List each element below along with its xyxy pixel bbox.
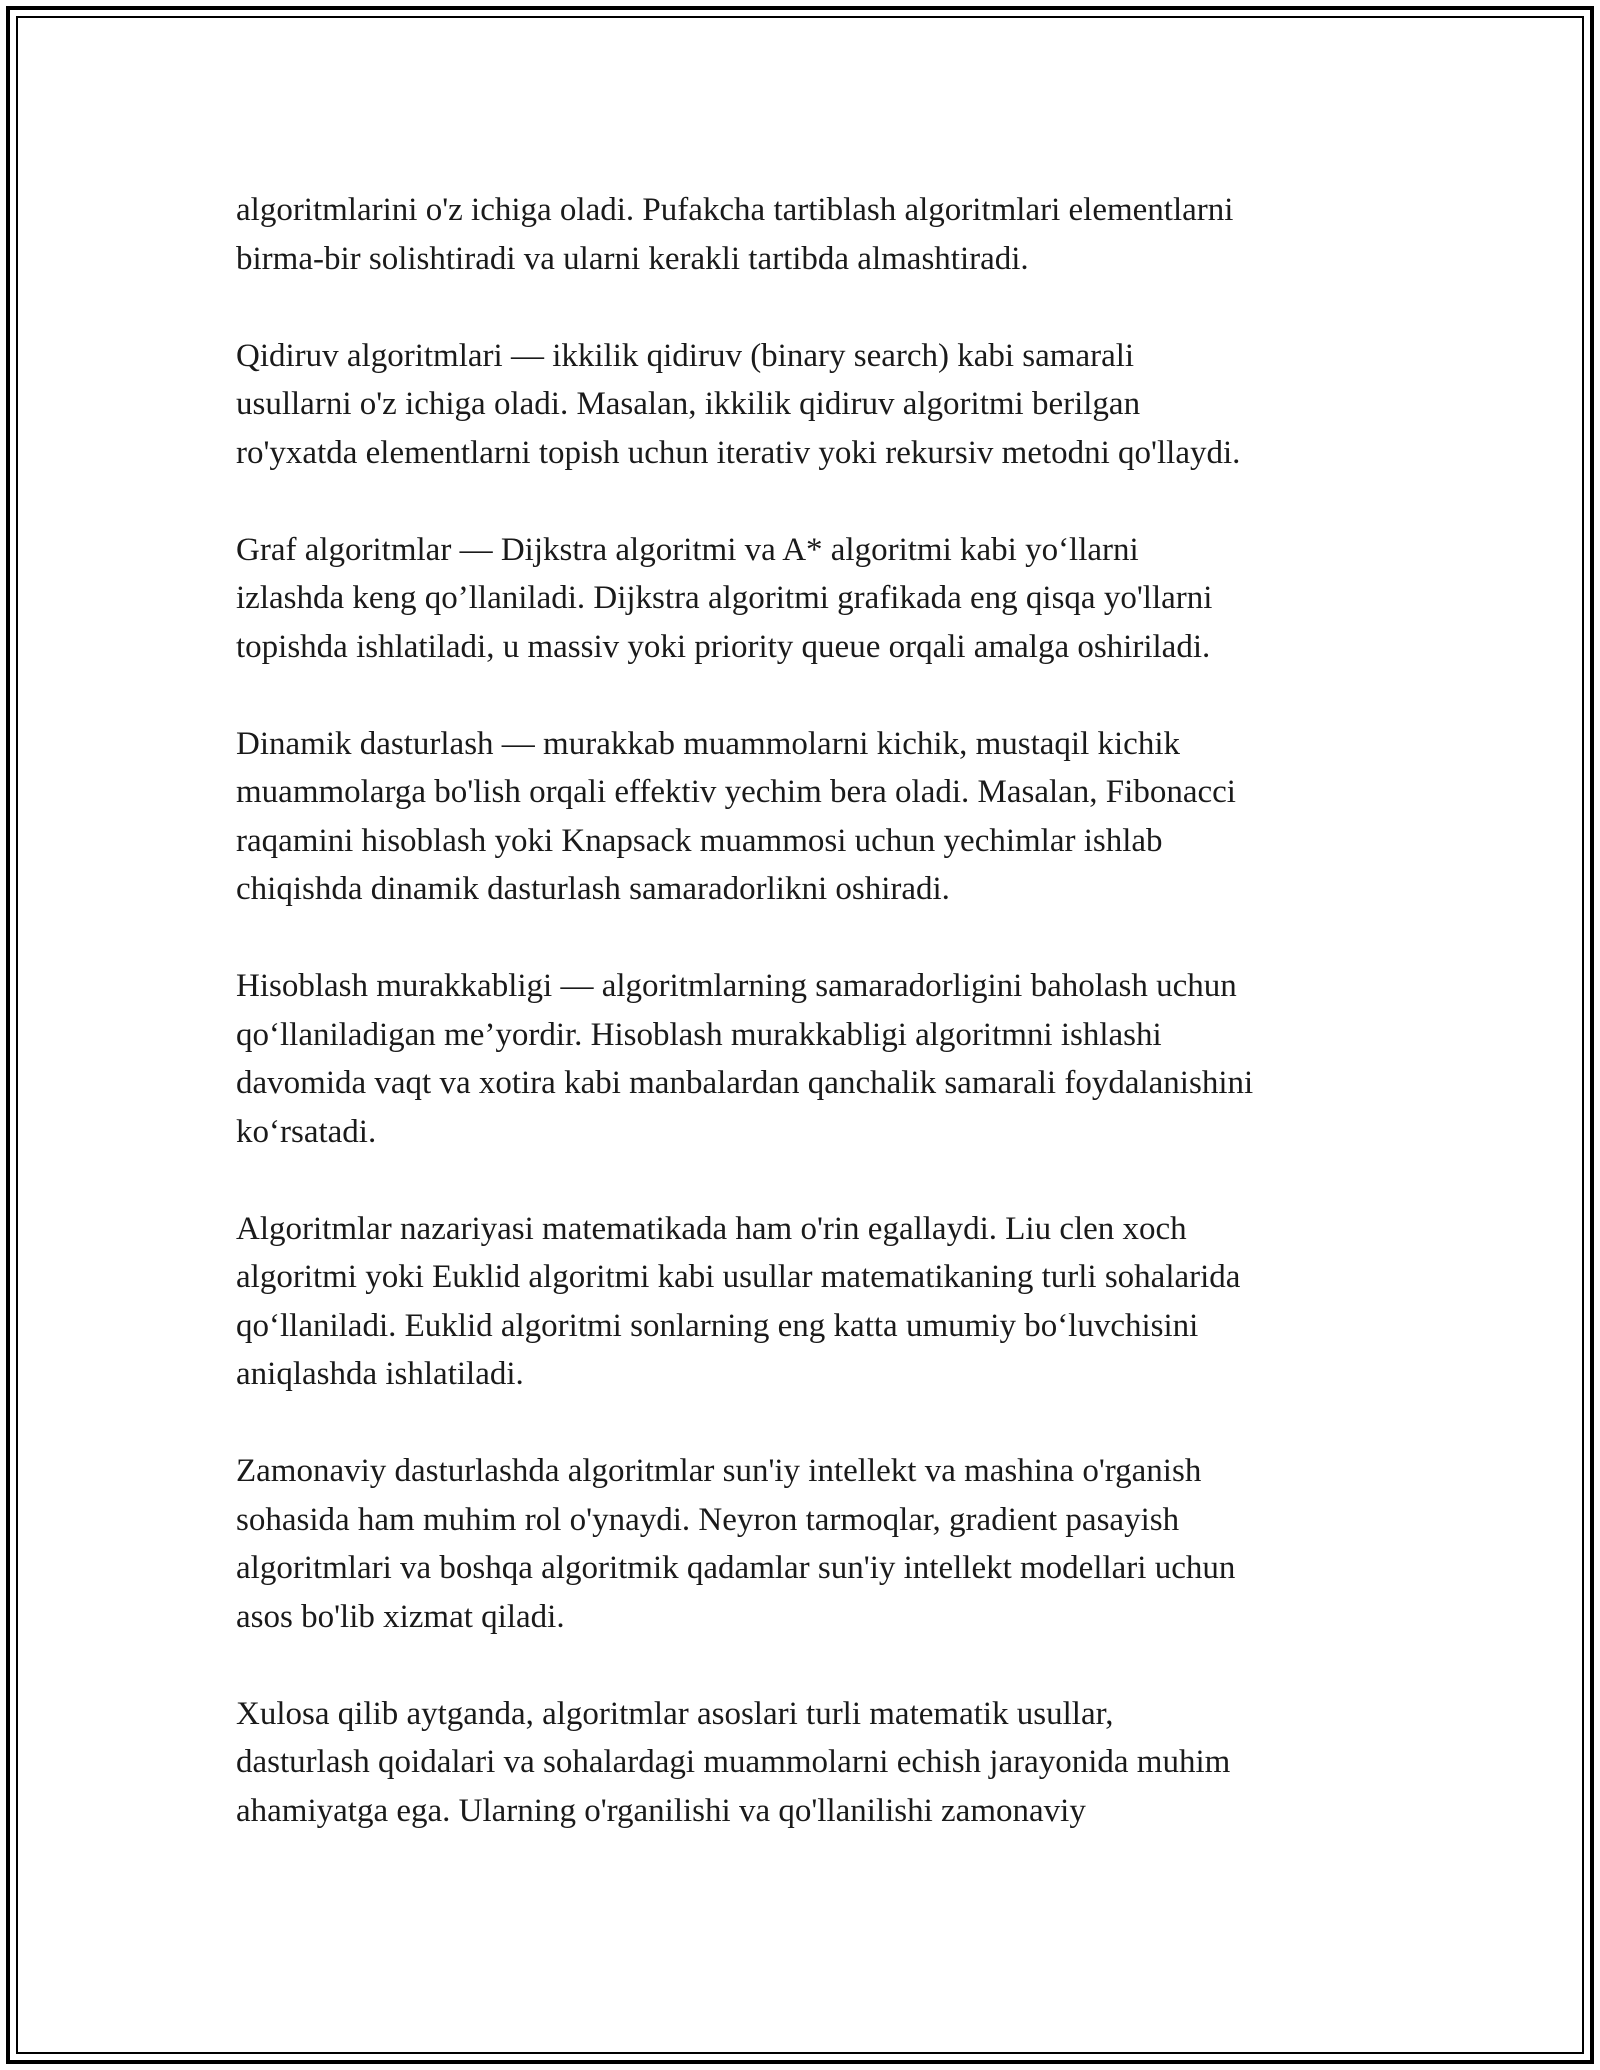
text-line: Graf algoritmlar — Dijkstra algoritmi va A* algoritmi kabi yo‘llarni [236,531,1139,568]
text-line: algoritmlari va boshqa algoritmik qadamlar sun'iy intellekt modellari uchun [236,1550,1236,1586]
text-line: ahamiyatga ega. Ularning o'rganilishi va qo'llanilishi zamonaviy [236,1792,1086,1829]
text-line: Hisoblash murakkabligi — algoritmlarning samaradorligini baholash uchun [236,968,1237,1004]
text-line: asos bo'lib xizmat qiladi. [236,1598,565,1635]
text-line: dasturlash qoidalari va sohalardagi muammolarni echish jarayonida muhim [236,1744,1231,1780]
text-line: raqamini hisoblash yoki Knapsack muammosi uchun yechimlar ishlab [236,822,1163,859]
text-line: ro'yxatda elementlarni topish uchun iterativ yoki rekursiv metodni qo'llaydi. [236,434,1241,471]
document-body [236,186,1376,1835]
text-line: aniqlashda ishlatiladi. [236,1356,524,1392]
text-line: Algoritmlar nazariyasi matematikada ham o'rin egallaydi. Liu clen xoch [236,1210,1187,1247]
text-line: Xulosa qilib aytganda, algoritmlar asoslari turli matematik usullar, [236,1695,1114,1732]
text-line: davomida vaqt va xotira kabi manbalardan qanchalik samarali foydalanishini [236,1065,1254,1101]
paragraph-dynamic-programming [236,720,1376,914]
paragraph-mathematics [236,1205,1376,1399]
paragraph-ai [236,1447,1376,1641]
text-line: algoritmi yoki Euklid algoritmi kabi usullar matematikaning turli sohalarida [236,1259,1241,1295]
paragraph-graph-algorithms [236,526,1376,672]
text-line: topishda ishlatiladi, u massiv yoki priority queue orqali amalga oshiriladi. [236,628,1211,665]
paragraph-search-algorithms [236,332,1376,478]
text-line: chiqishda dinamik dasturlash samaradorlikni oshiradi. [236,871,950,907]
text-line: Dinamik dasturlash — murakkab muammolarni kichik, mustaqil kichik [236,725,1180,762]
text-line: qo‘llaniladi. Euklid algoritmi sonlarning eng katta umumiy bo‘luvchisini [236,1307,1199,1344]
paragraph-sorting [236,186,1376,283]
text-line: ko‘rsatadi. [236,1113,377,1150]
text-line: usullarni o'z ichiga oladi. Masalan, ikkilik qidiruv algoritmi berilgan [236,386,1141,422]
text-line: algoritmlarini o'z ichiga oladi. Pufakcha tartiblash algoritmlari elementlarni [236,192,1234,228]
text-line: Qidiruv algoritmlari — ikkilik qidiruv (binary search) kabi samarali [236,337,1135,374]
text-line: qo‘llaniladigan me’yordir. Hisoblash murakkabligi algoritmni ishlashi [236,1016,1162,1053]
text-line: birma-bir solishtiradi va ularni kerakli tartibda almashtiradi. [236,240,1029,277]
text-line: sohasida ham muhim rol o'ynaydi. Neyron tarmoqlar, gradient pasayish [236,1501,1180,1538]
paragraph-conclusion [236,1690,1376,1836]
text-line: muammolarga bo'lish orqali effektiv yechim bera oladi. Masalan, Fibonacci [236,774,1236,810]
text-line: izlashda keng qo’llaniladi. Dijkstra algoritmi grafikada eng qisqa yo'llarni [236,580,1213,616]
paragraph-complexity [236,962,1376,1156]
text-line: Zamonaviy dasturlashda algoritmlar sun'iy intellekt va mashina o'rganish [236,1453,1202,1489]
